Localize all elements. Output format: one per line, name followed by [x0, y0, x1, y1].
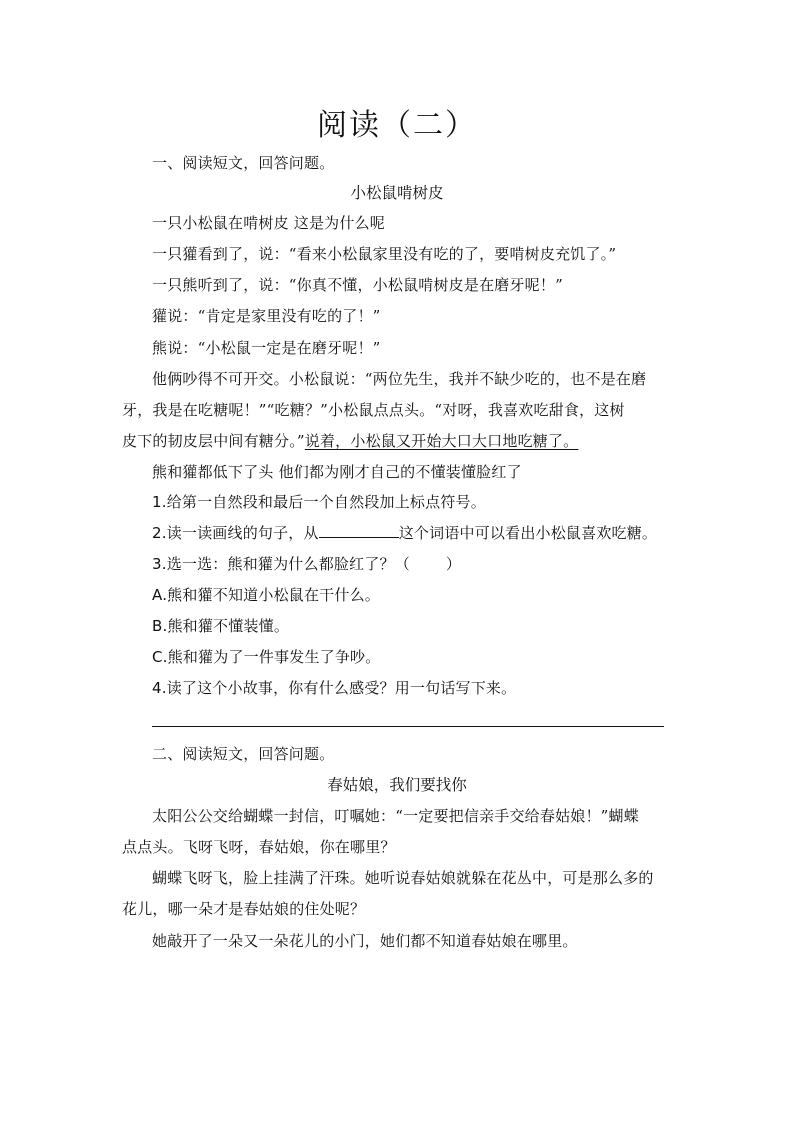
- underlined-sentence: 说着，小松鼠又开始大口大口地吃糖了。: [304, 432, 579, 450]
- story1-line-8-text: 皮下的韧皮层中间有糖分。”: [122, 432, 305, 450]
- story2-line-4: 花儿，哪一朵才是春姑娘的住处呢？: [122, 900, 366, 918]
- story1-line-5: 熊说：“小松鼠一定是在磨牙呢！”: [152, 339, 381, 357]
- question-3-suffix: ）: [445, 555, 462, 573]
- story2-title: 春姑娘，我们要找你: [327, 776, 467, 794]
- story1-line-2: 一只獾看到了，说：“看来小松鼠家里没有吃的了，要啃树皮充饥了。”: [152, 245, 617, 263]
- answer-blank[interactable]: [319, 523, 399, 538]
- story2-line-1: 太阳公公交给蝴蝶一封信，叮嘱她：“一定要把信亲手交给春姑娘！”蝴蝶: [152, 807, 639, 825]
- story1-line-8: [122, 430, 578, 451]
- section2-heading: 二、阅读短文，回答问题。: [152, 745, 335, 763]
- story1-line-7: 牙，我是在吃糖呢！”“吃糖？”小松鼠点点头。“对呀，我喜欢吃甜食，这树: [122, 401, 625, 419]
- option-b: B.熊和獾不懂装懂。: [152, 617, 290, 635]
- story1-line-3: 一只熊听到了，说：“你真不懂，小松鼠啃树皮是在磨牙呢！”: [152, 276, 563, 294]
- page-title: 阅读（二）: [317, 108, 477, 143]
- question-3: [152, 553, 461, 574]
- option-a: A.熊和獾不知道小松鼠在干什么。: [152, 586, 380, 604]
- story2-line-3: 蝴蝶飞呀飞，脸上挂满了汗珠。她听说春姑娘就躲在花丛中，可是那么多的: [152, 869, 654, 887]
- story1-title: 小松鼠啃树皮: [350, 184, 444, 202]
- answer-writing-line[interactable]: [152, 726, 664, 727]
- story1-line-9: 熊和獾都低下了头 他们都为刚才自己的不懂装懂脸红了: [152, 463, 522, 481]
- section1-heading: 一、阅读短文，回答问题。: [152, 154, 335, 172]
- question-1: 1.给第一自然段和最后一个自然段加上标点符号。: [152, 493, 486, 511]
- story2-line-5: 她敲开了一朵又一朵花儿的小门，她们都不知道春姑娘在哪里。: [152, 932, 578, 950]
- option-c: C.熊和獾为了一件事发生了争吵。: [152, 648, 381, 666]
- story1-line-4: 獾说：“肯定是家里没有吃的了！”: [152, 307, 381, 325]
- question-4: 4.读了这个小故事，你有什么感受？用一句话写下来。: [152, 679, 517, 697]
- story1-line-6: 他俩吵得不可开交。小松鼠说：“两位先生，我并不缺少吃的，也不是在磨: [152, 370, 647, 388]
- question-2: [152, 522, 657, 543]
- story1-line-1: 一只小松鼠在啃树皮 这是为什么呢: [152, 214, 385, 232]
- question-2-prefix: 2.读一读画线的句子，从: [152, 524, 319, 542]
- question-3-prefix: 3.选一选：熊和獾为什么都脸红了？（: [152, 555, 410, 573]
- question-2-suffix: 这个词语中可以看出小松鼠喜欢吃糖。: [398, 524, 658, 542]
- story2-line-2: 点点头。飞呀飞呀，春姑娘，你在哪里？: [122, 838, 396, 856]
